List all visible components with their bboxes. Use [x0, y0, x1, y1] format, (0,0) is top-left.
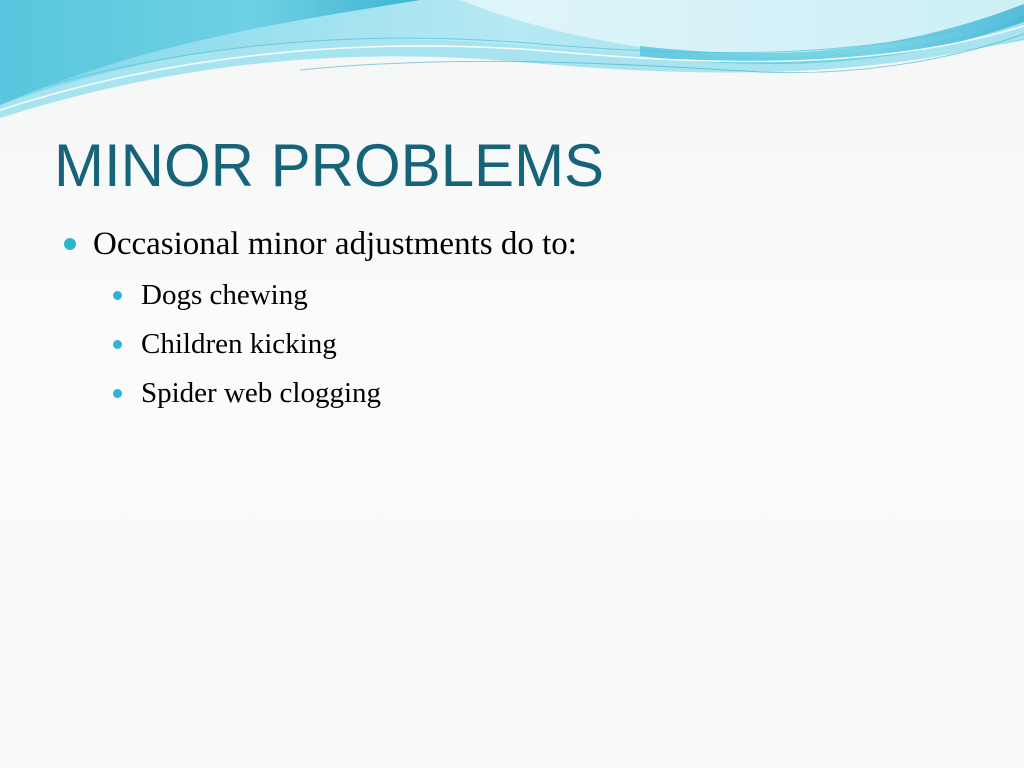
round-dot-icon	[64, 238, 76, 250]
sub-bullet-item	[107, 271, 577, 320]
sub-bullet-item	[107, 320, 577, 369]
sub-bullet-text: Children kicking	[141, 328, 337, 360]
sub-bullet-text: Spider web clogging	[141, 377, 382, 409]
sub-bullet-list	[93, 271, 577, 418]
bullet-list	[60, 222, 577, 418]
header-wave-decoration	[0, 0, 1024, 130]
round-dot-icon	[113, 340, 122, 349]
round-dot-icon	[113, 291, 122, 300]
slide-title: MINOR PROBLEMS	[54, 132, 605, 199]
bullet-text: Occasional minor adjustments do to:	[93, 226, 577, 262]
bullet-item	[60, 222, 577, 418]
round-dot-icon	[113, 389, 122, 398]
sub-bullet-text: Dogs chewing	[141, 279, 308, 311]
sub-bullet-item	[107, 369, 577, 418]
